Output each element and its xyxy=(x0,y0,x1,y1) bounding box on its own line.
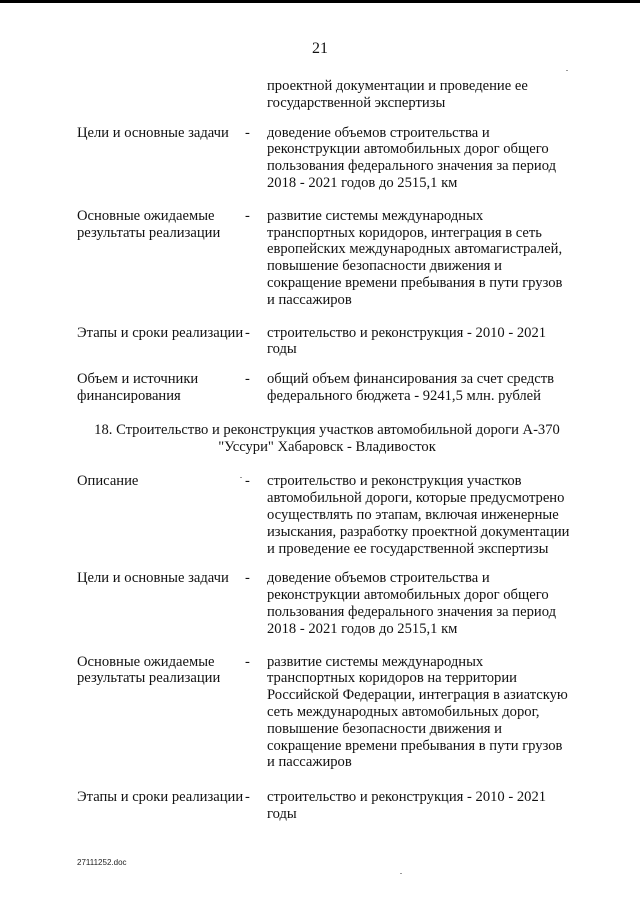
field-label: Объем и источники финансирования xyxy=(77,371,199,404)
page-number: 21 xyxy=(312,40,328,57)
field-label: Основные ожидаемые результаты реализации xyxy=(77,653,221,687)
field-label: Цели и основные задачи xyxy=(77,124,229,141)
field-row-results xyxy=(77,654,577,772)
field-label: Основные ожидаемые результаты реализации xyxy=(77,207,221,241)
scan-speck xyxy=(400,873,402,874)
field-value: общий объем финансирования за счет средств федерального бюджета - 9241,5 млн. рублей xyxy=(267,371,555,404)
field-label: Цели и основные задачи xyxy=(77,570,229,587)
field-row-stages xyxy=(77,789,577,823)
section-heading-line1: 18. Строительство и реконструкция участков автомобильной дороги А-370 xyxy=(94,421,560,438)
field-row-goals xyxy=(77,570,577,637)
field-label: Этапы и сроки реализации xyxy=(77,789,244,806)
field-row-goals xyxy=(77,125,577,192)
field-row-stages xyxy=(77,325,577,359)
dash-separator: - xyxy=(245,324,250,341)
dash-separator: - xyxy=(245,124,250,141)
document-body xyxy=(77,78,577,823)
dash-separator: - xyxy=(245,473,250,490)
section-heading xyxy=(77,422,577,456)
field-value: строительство и реконструкция - 2010 - 2021 годы xyxy=(267,324,547,358)
field-value: развитие системы международных транспортных коридоров, интеграция в сеть европейских международных автомагистралей, повышение безопасности движения и сокращение времени пребывания в пути грузов и пассажиров xyxy=(267,207,563,308)
scan-speck xyxy=(240,477,242,478)
continuation-row xyxy=(77,78,577,112)
footer-filename: 27111252.doc xyxy=(77,858,127,867)
field-value: развитие системы международных транспортных коридоров на территории Российской Федерации, интеграция в азиатскую сеть международных автомобильных дорог, повышение безопасности движения и сокращение времени пребывания в пути грузов и пассажиров xyxy=(267,653,568,771)
dash-separator: - xyxy=(245,570,250,587)
section-heading-line2: "Уссури" Хабаровск - Владивосток xyxy=(218,438,436,455)
dash-separator: - xyxy=(245,789,250,806)
continuation-text: проектной документации и проведение ее государственной экспертизы xyxy=(267,78,528,111)
field-value: строительство и реконструкция - 2010 - 2021 годы xyxy=(267,789,547,822)
dash-separator: - xyxy=(245,371,250,388)
field-row-results xyxy=(77,208,577,309)
field-row-financing xyxy=(77,371,577,405)
dash-separator: - xyxy=(245,207,250,224)
scan-speck xyxy=(566,70,568,71)
page-top-border xyxy=(0,0,640,3)
field-value: доведение объемов строительства и реконструкции автомобильных дорог общего пользования федерального значения за период 2018 - 2021 годов до 2515,1 км xyxy=(267,124,556,191)
field-value: строительство и реконструкция участков автомобильной дороги, которые предусмотрено осуществлять по этапам, включая инженерные изыскания, разработку проектной документации и проведение ее государственной экспертизы xyxy=(267,473,570,557)
field-label: Описание xyxy=(77,473,139,490)
field-value: доведение объемов строительства и реконструкции автомобильных дорог общего пользования федерального значения за период 2018 - 2021 годов до 2515,1 км xyxy=(267,570,556,637)
field-row-description xyxy=(77,473,577,557)
dash-separator: - xyxy=(245,653,250,670)
field-label: Этапы и сроки реализации xyxy=(77,324,244,341)
